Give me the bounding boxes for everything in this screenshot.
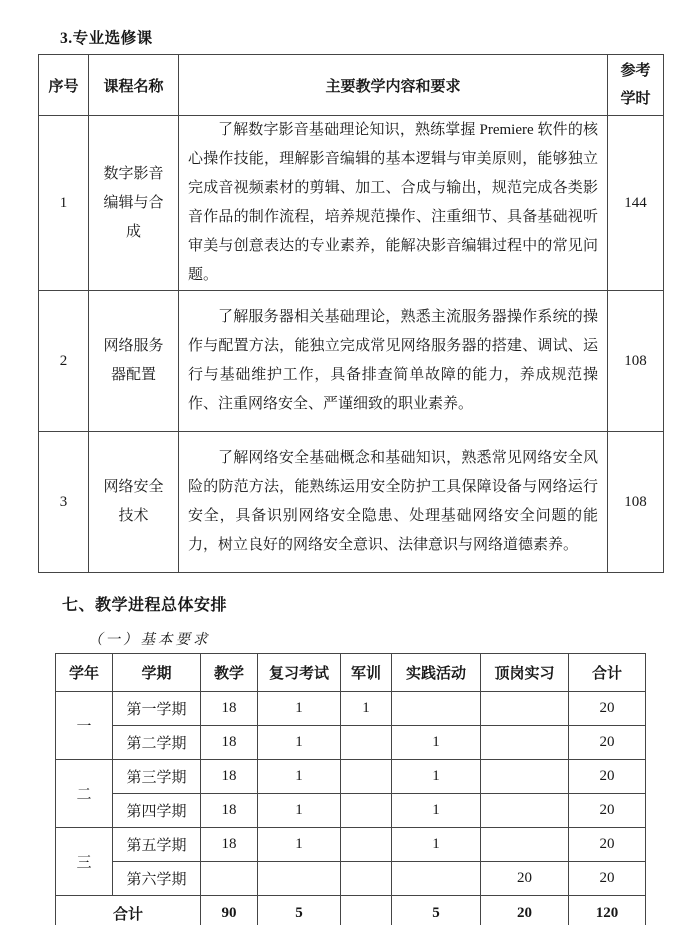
header-cell-military: 军训 [341, 654, 392, 692]
total-value: 20 [481, 896, 569, 925]
value-cell: 20 [569, 862, 646, 896]
term-label: 第一学期 [113, 692, 201, 726]
header-cell-hours [608, 55, 664, 116]
total-value: 90 [201, 896, 258, 925]
course-description: 了解网络安全基础概念和基础知识，熟悉常见网络安全风险的防范方法，能熟练运用安全防护工具保障设备与网络运行安全，具备识别网络安全隐患、处理基础网络安全问题的能力，树立良好的网络安全意识、法律意识与网络道德素养。 [179, 432, 608, 573]
subheading-basic-requirements: （一）基本要求 [88, 632, 211, 648]
total-label: 合计 [56, 896, 201, 925]
value-cell [341, 794, 392, 828]
course-name: 网络服务器配置 [89, 291, 179, 432]
table-row [39, 116, 664, 291]
value-cell [341, 760, 392, 794]
schedule-table [55, 653, 646, 925]
value-cell: 1 [258, 794, 341, 828]
table-row [56, 828, 646, 862]
value-cell: 20 [569, 828, 646, 862]
course-hours: 144 [608, 116, 664, 291]
header-cell-review-exam: 复习考试 [258, 654, 341, 692]
header-cell-teaching: 教学 [201, 654, 258, 692]
header-cell-year: 学年 [56, 654, 113, 692]
value-cell [341, 828, 392, 862]
total-value: 5 [392, 896, 481, 925]
course-hours: 108 [608, 291, 664, 432]
value-cell: 18 [201, 726, 258, 760]
value-cell [341, 862, 392, 896]
schedule-header-row [56, 654, 646, 692]
term-label: 第二学期 [113, 726, 201, 760]
total-value: 120 [569, 896, 646, 925]
course-hours: 108 [608, 432, 664, 573]
table-row [56, 692, 646, 726]
section-heading-electives: 3.专业选修课 [60, 30, 153, 47]
term-label: 第四学期 [113, 794, 201, 828]
value-cell: 20 [569, 794, 646, 828]
total-row [56, 896, 646, 925]
total-value [341, 896, 392, 925]
value-cell [392, 862, 481, 896]
value-cell: 1 [341, 692, 392, 726]
section-heading-schedule: 七、教学进程总体安排 [62, 597, 228, 614]
course-name: 网络安全技术 [89, 432, 179, 573]
value-cell: 1 [392, 760, 481, 794]
value-cell: 18 [201, 828, 258, 862]
header-cell-internship: 顶岗实习 [481, 654, 569, 692]
term-label: 第三学期 [113, 760, 201, 794]
value-cell: 20 [481, 862, 569, 896]
value-cell: 1 [258, 692, 341, 726]
value-cell: 1 [258, 828, 341, 862]
course-name: 数字影音编辑与合成 [89, 116, 179, 291]
value-cell: 18 [201, 760, 258, 794]
value-cell [481, 828, 569, 862]
electives-header-row [39, 55, 664, 116]
value-cell [481, 726, 569, 760]
table-row [39, 432, 664, 573]
hours-header-label: 参考学时 [620, 63, 651, 107]
value-cell: 1 [392, 794, 481, 828]
course-description: 了解数字影音基础理论知识，熟练掌握 Premiere 软件的核心操作技能，理解影音编辑的基本逻辑与审美原则，能够独立完成音视频素材的剪辑、加工、合成与输出，规范完成各类影音作品的制作流程，培养规范操作、注重细节、具备基础视听审美与创意表达的专业素养，能解决影音编辑过程中的常见问题。 [179, 116, 608, 291]
value-cell: 1 [392, 828, 481, 862]
value-cell: 20 [569, 726, 646, 760]
value-cell: 20 [569, 692, 646, 726]
table-row [56, 726, 646, 760]
value-cell: 1 [258, 726, 341, 760]
header-cell-course: 课程名称 [89, 55, 179, 116]
year-label: 一 [56, 692, 113, 760]
value-cell [481, 760, 569, 794]
value-cell: 1 [258, 760, 341, 794]
header-cell-index: 序号 [39, 55, 89, 116]
value-cell: 20 [569, 760, 646, 794]
term-label: 第五学期 [113, 828, 201, 862]
total-value: 5 [258, 896, 341, 925]
course-description: 了解服务器相关基础理论，熟悉主流服务器操作系统的操作与配置方法，能独立完成常见网络服务器的搭建、调试、运行与基础维护工作，具备排查简单故障的能力，养成规范操作、注重网络安全、严谨细致的职业素养。 [179, 291, 608, 432]
year-label: 三 [56, 828, 113, 896]
year-label: 二 [56, 760, 113, 828]
value-cell: 18 [201, 794, 258, 828]
value-cell [481, 794, 569, 828]
row-index: 1 [39, 116, 89, 291]
value-cell [392, 692, 481, 726]
value-cell [258, 862, 341, 896]
value-cell: 18 [201, 692, 258, 726]
value-cell [341, 726, 392, 760]
table-row [56, 760, 646, 794]
value-cell [201, 862, 258, 896]
table-row [56, 862, 646, 896]
header-cell-content: 主要教学内容和要求 [179, 55, 608, 116]
term-label: 第六学期 [113, 862, 201, 896]
header-cell-practice: 实践活动 [392, 654, 481, 692]
table-row [56, 794, 646, 828]
electives-table [38, 54, 664, 573]
header-cell-total: 合计 [569, 654, 646, 692]
value-cell [481, 692, 569, 726]
row-index: 2 [39, 291, 89, 432]
header-cell-term: 学期 [113, 654, 201, 692]
table-row [39, 291, 664, 432]
row-index: 3 [39, 432, 89, 573]
value-cell: 1 [392, 726, 481, 760]
